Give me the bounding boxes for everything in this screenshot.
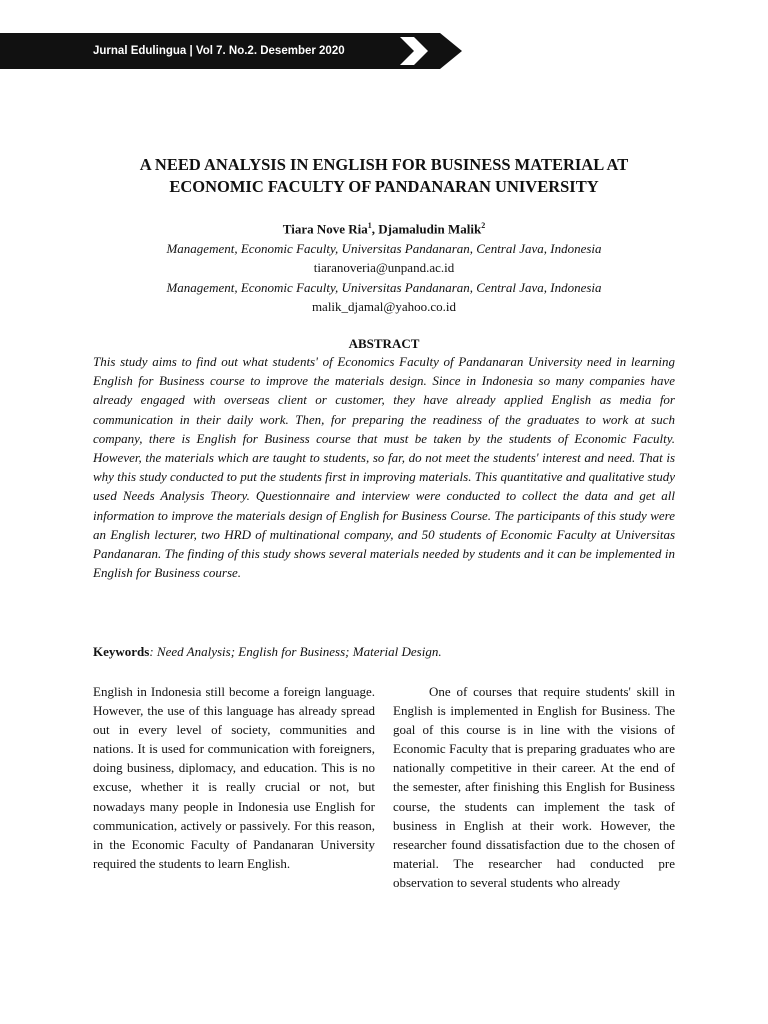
email-1: tiaranoveria@unpand.ac.id bbox=[313, 260, 455, 276]
author-block bbox=[60, 216, 708, 317]
title-line-2: ECONOMIC FACULTY OF PANDANARAN UNIVERSITY bbox=[169, 177, 599, 196]
email-2: malik_djamal@yahoo.co.id bbox=[311, 299, 457, 315]
author-1: Tiara Nove Ria bbox=[282, 221, 368, 237]
body-column-left bbox=[93, 682, 375, 873]
abstract-heading: ABSTRACT bbox=[348, 336, 420, 351]
paper-title bbox=[60, 154, 708, 198]
journal-header-band bbox=[0, 33, 432, 69]
keywords bbox=[93, 642, 675, 661]
affiliation-1: Management, Economic Faculty, Universitas Pandanaran, Central Java, Indonesia bbox=[166, 240, 602, 256]
journal-info: Jurnal Edulingua | Vol 7. No.2. Desember 2020 bbox=[93, 45, 345, 57]
title-line-1: A NEED ANALYSIS IN ENGLISH FOR BUSINESS MATERIAL AT bbox=[139, 155, 629, 174]
body-column-right bbox=[393, 682, 675, 892]
abstract-text: This study aims to find out what students' of Economics Faculty of Pandanaran University need in learning English for Business course to improve the materials design. Since in Indonesia so many companies have already engaged with overseas client or customer, they have already applied English as media for communication in their daily work. Then, for preparing the readiness of the graduates to work at such company, there is English for Business course that must be taken by the students of Economic Faculty. However, the materials which are taught to students, so far, do not meet the students' interest and need. That is why this study conducted to put the students first in improving materials. This quantitative and qualitative study used Needs Analysis Theory. Questionnaire and interview were conducted to collect the data and get all information to improve the materials design of English for Business Course. The participants of this study were an English lecturer, two HRD of multinational company, and 50 students of Economic Faculty at Universitas Pandanaran. The finding of this study shows several materials needed by students and it can be implemented in English for Business course. bbox=[93, 354, 675, 581]
keywords-label: Keywords bbox=[93, 644, 150, 659]
author-1-marker: 1 bbox=[367, 221, 372, 230]
author-separator: , bbox=[371, 221, 379, 237]
chevron-right-icon bbox=[392, 33, 462, 69]
author-names bbox=[60, 216, 708, 239]
author-2: Djamaludin Malik bbox=[378, 221, 482, 237]
keywords-text: : Need Analysis; English for Business; Material Design. bbox=[149, 644, 442, 659]
body-paragraph-left: English in Indonesia still become a foreign language. However, the use of this language has already spread out in every level of society, communities and nations. It is used for communication with foreigners, doing business, diplomacy, and education. This is no excuse, whether it is really crucial or not, but nowadays many people in Indonesia use English for communication, actively or passively. For this reason, in the Economic Faculty of Pandanaran University required the students to learn English. bbox=[93, 684, 375, 871]
body-paragraph-right: One of courses that require students' skill in English is implemented in English for Business. The goal of this course is in line with the visions of Economic Faculty that is preparing graduates who are nationally competitive in their career. At the end of the semester, after finishing this English for Business course, the students can implement the task of business in English at their work. However, the researcher found dissatisfaction due to the chosen of material. The researcher had conducted pre observation to several students who already bbox=[393, 684, 675, 890]
author-2-marker: 2 bbox=[481, 221, 486, 230]
affiliation-2: Management, Economic Faculty, Universitas Pandanaran, Central Java, Indonesia bbox=[166, 279, 602, 295]
